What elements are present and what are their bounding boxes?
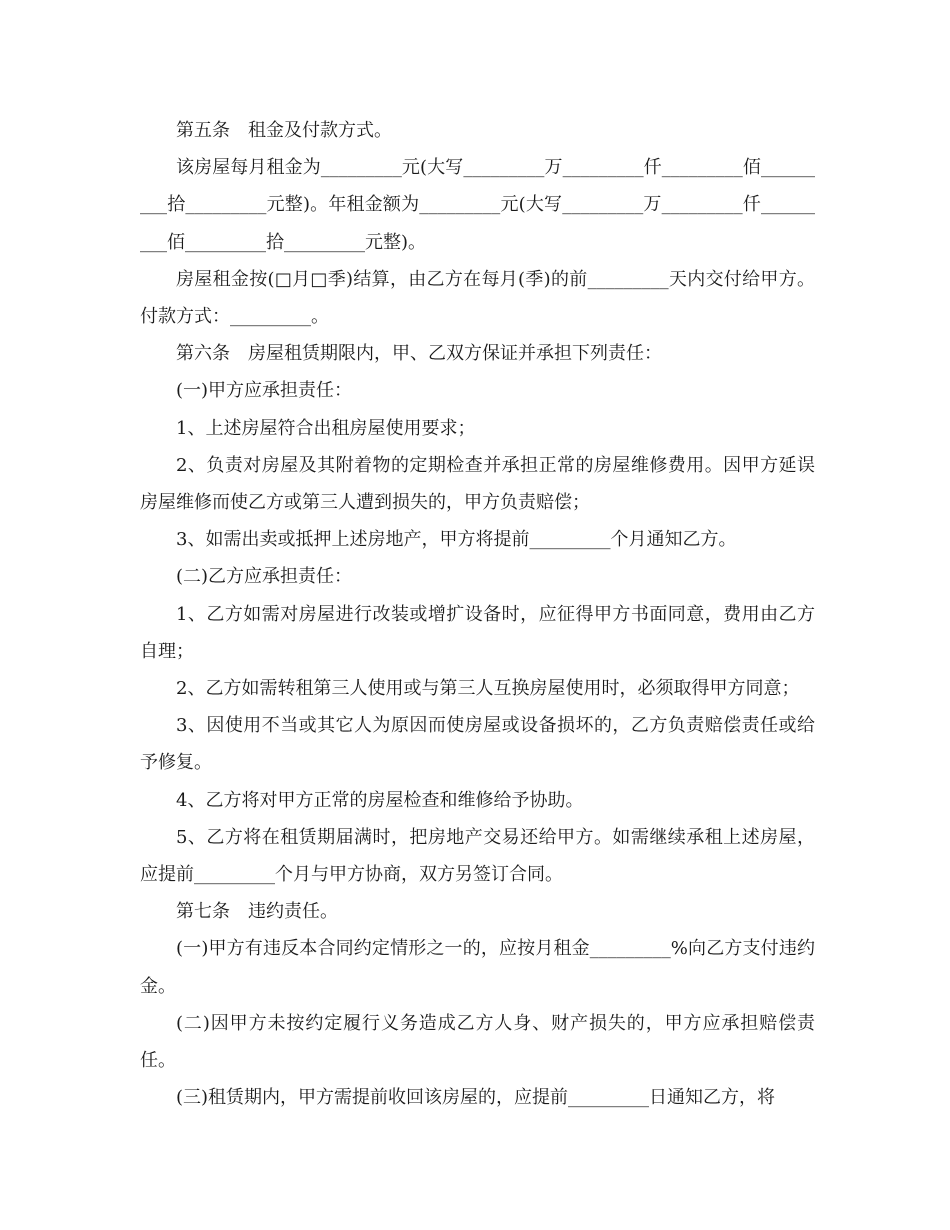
paragraph-breach-2: (二)因甲方未按约定履行义务造成乙方人身、财产损失的，甲方应承担赔偿责任。 — [140, 1012, 815, 1072]
paragraph-article-7-title: 第七条 违约责任。 — [176, 901, 338, 923]
paragraph-breach-1: (一)甲方有违反本合同约定情形之一的，应按月租金_________%向乙方支付违约金。 — [140, 938, 815, 997]
paragraph-party-b-heading: (二)乙方应承担责任： — [176, 566, 353, 588]
paragraph-party-a-item-3: 3、如需出卖或抵押上述房地产，甲方将提前_________个月通知乙方。 — [176, 529, 737, 551]
paragraph-party-a-item-1: 1、上述房屋符合出租房屋使用要求； — [176, 417, 476, 439]
paragraph-monthly-rent: 该房屋每月租金为_________元(大写_________万_________仟_________佰_________拾_________元整)。年租金额为_________元(大写_________万_________仟_________佰_________拾_________元整)。 — [140, 157, 815, 253]
paragraph-party-b-item-4: 4、乙方将对甲方正常的房屋检查和维修给予协助。 — [176, 789, 584, 811]
paragraph-party-b-item-3: 3、因使用不当或其它人为原因而使房屋或设备损坏的，乙方负责赔偿责任或给予修复。 — [140, 715, 815, 774]
paragraph-breach-3: (三)租赁期内，甲方需提前收回该房屋的，应提前_________日通知乙方，将 — [176, 1087, 776, 1109]
paragraph-party-b-item-2: 2、乙方如需转租第三人使用或与第三人互换房屋使用时，必须取得甲方同意； — [176, 678, 800, 700]
paragraph-party-b-item-1: 1、乙方如需对房屋进行改装或增扩设备时，应征得甲方书面同意，费用由乙方自理； — [140, 603, 815, 662]
paragraph-party-b-item-5: 5、乙方将在租赁期届满时，把房地产交易还给甲方。如需继续承租上述房屋，应提前_________个月与甲方协商，双方另签订合同。 — [140, 826, 815, 886]
paragraph-article-5-title: 第五条 租金及付款方式。 — [176, 120, 392, 141]
paragraph-article-6-title: 第六条 房屋租赁期限内，甲、乙双方保证并承担下列责任： — [176, 343, 662, 365]
document-body — [140, 112, 815, 1116]
paragraph-payment-settlement: 房屋租金按(□月□季)结算，由乙方在每月(季)的前_________天内交付给甲方。付款方式：_________。 — [140, 268, 815, 328]
paragraph-party-a-heading: (一)甲方应承担责任： — [176, 380, 353, 402]
paragraph-party-a-item-2: 2、负责对房屋及其附着物的定期检查并承担正常的房屋维修费用。因甲方延误房屋维修而使乙方或第三人遭到损失的，甲方负责赔偿； — [140, 454, 815, 514]
